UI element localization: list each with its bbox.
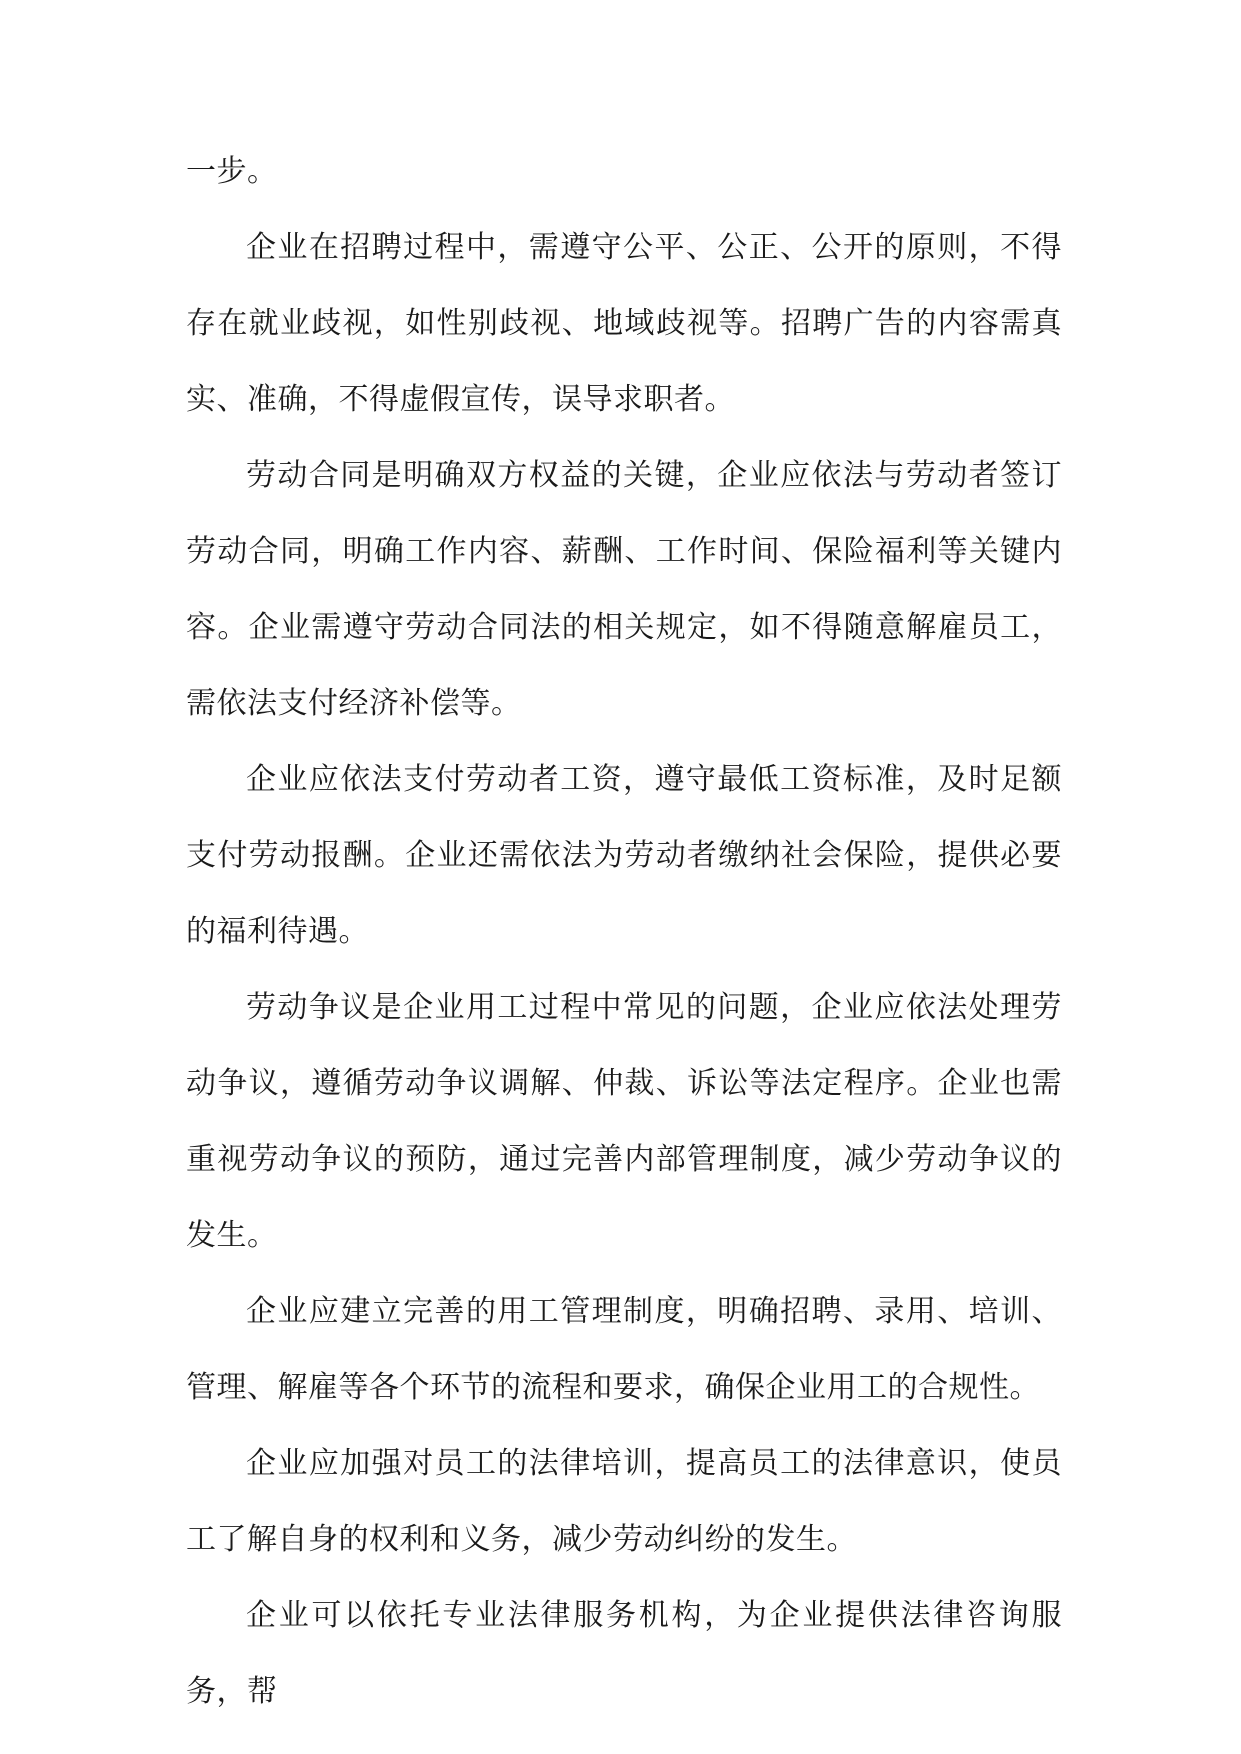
paragraph-management-system: 企业应建立完善的用工管理制度，明确招聘、录用、培训、管理、解雇等各个环节的流程和要求，确保企业用工的合规性。 — [186, 1294, 1062, 1405]
paragraph-labor-disputes: 劳动争议是企业用工过程中常见的问题，企业应依法处理劳动争议，遵循劳动争议调解、仲裁、诉讼等法定程序。企业也需重视劳动争议的预防，通过完善内部管理制度，减少劳动争议的发生。 — [186, 990, 1062, 1253]
paragraph-recruitment: 企业在招聘过程中，需遵守公平、公正、公开的原则，不得存在就业歧视，如性别歧视、地域歧视等。招聘广告的内容需真实、准确，不得虚假宣传，误导求职者。 — [186, 230, 1062, 417]
paragraph-legal-services: 企业可以依托专业法律服务机构，为企业提供法律咨询服务，帮 — [186, 1598, 1062, 1709]
document-page — [186, 0, 1062, 1730]
paragraph-continuation: 一步。 — [186, 154, 278, 189]
paragraph-legal-training: 企业应加强对员工的法律培训，提高员工的法律意识，使员工了解自身的权利和义务，减少劳动纠纷的发生。 — [186, 1446, 1062, 1557]
paragraph-labor-contract: 劳动合同是明确双方权益的关键，企业应依法与劳动者签订劳动合同，明确工作内容、薪酬、工作时间、保险福利等关键内容。企业需遵守劳动合同法的相关规定，如不得随意解雇员工，需依法支付经济补偿等。 — [186, 458, 1062, 721]
paragraph-wages: 企业应依法支付劳动者工资，遵守最低工资标准，及时足额支付劳动报酬。企业还需依法为劳动者缴纳社会保险，提供必要的福利待遇。 — [186, 762, 1062, 949]
